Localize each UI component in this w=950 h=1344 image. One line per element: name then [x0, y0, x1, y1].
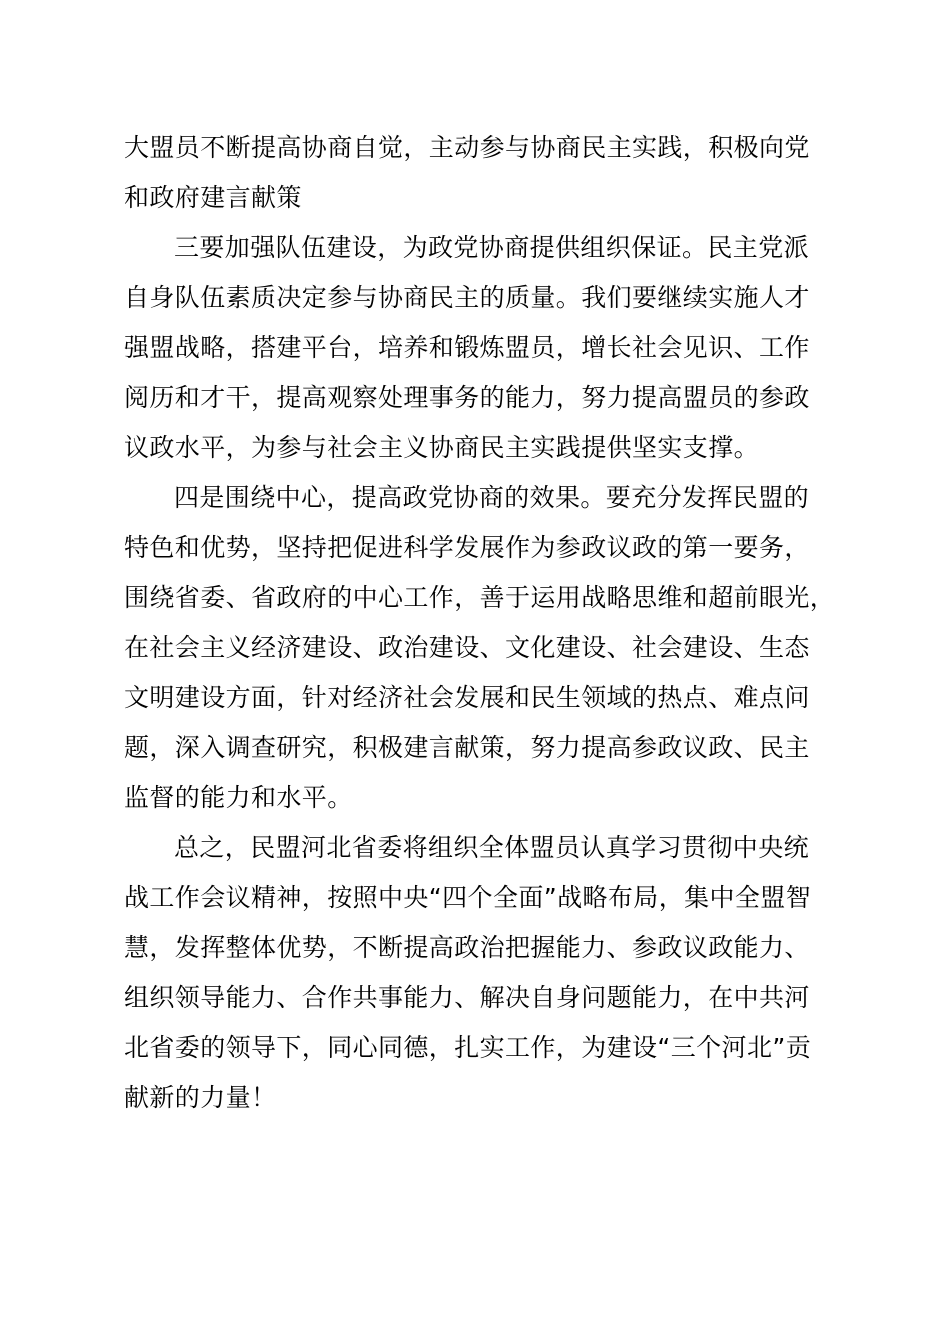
- text-line: 战工作会议精神，按照中央“四个全面”战略布局，集中全盟智: [124, 883, 812, 912]
- paragraph-start-line: 三要加强队伍建设，为政党协商提供组织保证。民主党派: [174, 233, 810, 262]
- text-line: 阅历和才干，提高观察处理事务的能力，努力提高盟员的参政: [124, 383, 810, 412]
- text-line: 慧，发挥整体优势，不断提高政治把握能力、参政议政能力、: [124, 933, 810, 962]
- text-line: 围绕省委、省政府的中心工作，善于运用战略思维和超前眼光，: [124, 583, 836, 612]
- text-line: 献新的力量！: [124, 1083, 277, 1112]
- text-line: 和政府建言献策: [124, 183, 302, 212]
- text-line: 特色和优势，坚持把促进科学发展作为参政议政的第一要务，: [124, 533, 810, 562]
- text-line: 大盟员不断提高协商自觉，主动参与协商民主实践，积极向党: [124, 133, 810, 162]
- paragraph-start-line: 总之，民盟河北省委将组织全体盟员认真学习贯彻中央统: [174, 833, 810, 862]
- text-line: 文明建设方面，针对经济社会发展和民生领域的热点、难点问: [124, 683, 810, 712]
- paragraph-start-line: 四是围绕中心，提高政党协商的效果。要充分发挥民盟的: [174, 483, 810, 512]
- text-line: 题，深入调查研究，积极建言献策，努力提高参政议政、民主: [124, 733, 810, 762]
- text-line: 监督的能力和水平。: [124, 783, 353, 812]
- text-line: 组织领导能力、合作共事能力、解决自身问题能力，在中共河: [124, 983, 810, 1012]
- text-line: 北省委的领导下，同心同德，扎实工作，为建设“三个河北”贡: [124, 1033, 812, 1062]
- text-line: 议政水平，为参与社会主义协商民主实践提供坚实支撑。: [124, 433, 760, 462]
- text-line: 强盟战略，搭建平台，培养和锻炼盟员，增长社会见识、工作: [124, 333, 810, 362]
- text-line: 自身队伍素质决定参与协商民主的质量。我们要继续实施人才: [124, 283, 810, 312]
- text-line: 在社会主义经济建设、政治建设、文化建设、社会建设、生态: [124, 633, 810, 662]
